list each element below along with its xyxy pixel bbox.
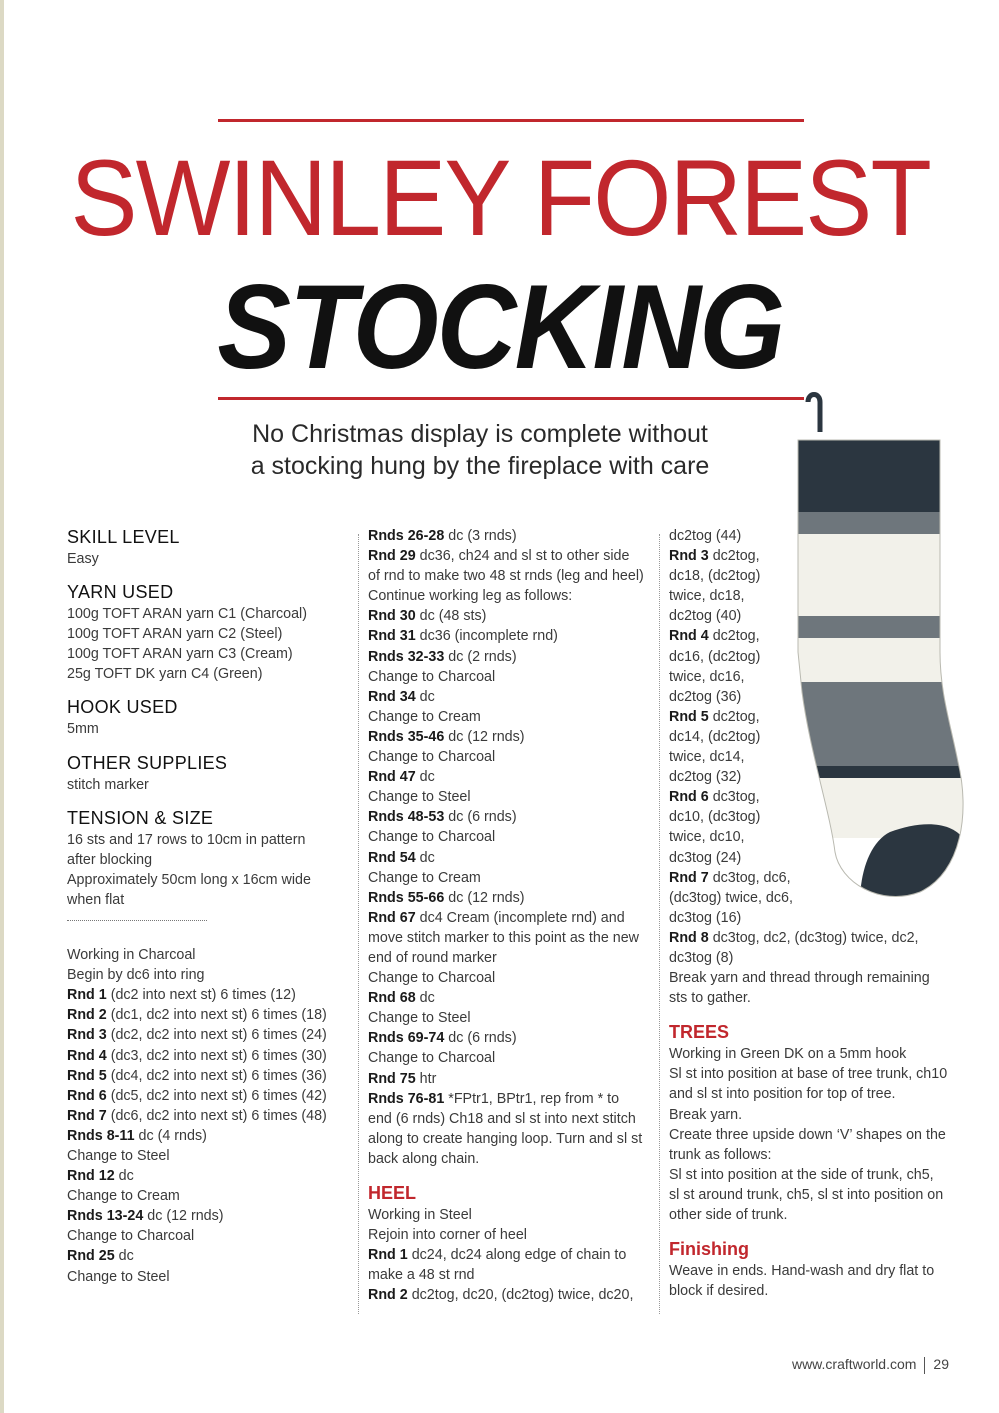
pattern-line [67,1146,352,1166]
pattern-line [669,647,959,667]
round-label: Rnds 55-66 [368,889,445,906]
instruction-text: Change to Cream [368,869,481,886]
pattern-line [368,647,658,667]
round-label: Rnds 32-33 [368,648,445,665]
pattern-line [669,606,959,626]
instruction-text: 100g TOFT ARAN yarn C2 (Steel) [67,626,283,643]
instruction-text: Change to Steel [368,789,471,806]
instruction-text: after blocking [67,851,153,868]
pattern-line [67,1025,352,1045]
pattern-line [368,747,658,767]
instruction-text: dc36 (incomplete rnd) [415,628,558,645]
instruction-text: end of round marker [368,949,497,966]
pattern-line [669,888,959,908]
pattern-line [669,687,959,707]
pattern-line [368,888,658,908]
instruction-text: Change to Charcoal [368,829,496,846]
pattern-line [368,787,658,807]
pattern-line [669,1105,959,1125]
pattern-line [368,908,658,928]
instruction-text: (dc3, dc2 into next st) 6 times (30) [106,1047,327,1064]
instruction-text: Change to Steel [368,1010,471,1027]
instruction-text: Working in Green DK on a 5mm hook [669,1046,907,1063]
pattern-line [669,1185,959,1205]
pattern-line [669,1281,959,1301]
pattern-line [368,626,658,646]
round-label: Rnd 75 [368,1070,416,1087]
instruction-text: dc2tog, [708,708,760,725]
instruction-text: dc (12 rnds) [444,728,525,745]
pattern-line [368,868,658,888]
pattern-line [669,948,959,968]
instruction-text: (dc2 into next st) 6 times (12) [106,987,296,1004]
pattern-line [368,848,658,868]
instruction-text: Working in Charcoal [67,947,196,964]
instruction-text: Working in Steel [368,1207,472,1223]
instruction-text: Change to Steel [67,1147,170,1164]
instruction-text: dc (4 rnds) [134,1127,207,1144]
pattern-line [669,928,959,948]
pattern-line [368,1225,658,1245]
pattern-line [669,988,959,1008]
pattern-line [669,546,959,566]
round-label: Rnd 34 [368,688,416,705]
instruction-text: dc3tog (24) [669,849,742,866]
round-label: Rnd 31 [368,628,416,645]
standfirst-line: No Christmas display is complete without [252,420,708,448]
pattern-line [368,1109,658,1129]
instruction-text: other side of trunk. [669,1207,788,1223]
pattern-line [67,1206,352,1226]
round-label: Rnd 30 [368,608,416,625]
hanging-loop [808,395,820,433]
instruction-text: Change to Charcoal [67,1228,195,1245]
instruction-text: Change to Cream [67,1188,180,1205]
round-label: Rnd 54 [368,849,416,866]
pattern-line [368,807,658,827]
footer-url: www.craftworld.com [791,1356,917,1372]
instruction-text: dc4 Cream (incomplete rnd) and [415,909,625,926]
round-label: Rnds 8-11 [67,1127,135,1144]
instruction-text: dc (2 rnds) [444,648,517,665]
instruction-text: dc3tog, dc6, [708,869,791,886]
round-label: Rnd 47 [368,769,416,786]
pattern-line [368,1008,658,1028]
instruction-text: twice, dc16, [669,668,745,685]
instruction-text: when flat [67,891,125,908]
instruction-text: make a 48 st rnd [368,1267,475,1284]
pattern-line [669,1145,959,1165]
instruction-text: (dc1, dc2 into next st) 6 times (18) [106,1007,327,1024]
column-1 [67,526,352,1287]
pattern-line [67,1086,352,1106]
instruction-text: (dc6, dc2 into next st) 6 times (48) [106,1107,327,1124]
instruction-text: dc2tog (44) [669,528,742,544]
round-label: Rnds 13-24 [67,1208,144,1225]
pattern-line [368,546,658,566]
pattern-line [669,767,959,787]
round-label: Rnd 4 [67,1047,107,1064]
pattern-line [368,767,658,787]
instruction-text: dc [415,769,435,786]
pattern-line [67,719,352,739]
instruction-text: dc (6 rnds) [444,1030,517,1047]
instruction-text: dc3tog, dc2, (dc3tog) twice, dc2, [708,929,919,946]
pattern-line [368,1285,658,1305]
pattern-line [368,1265,658,1285]
instruction-text: dc (12 rnds) [143,1208,224,1225]
pattern-line [67,1246,352,1266]
pattern-line [669,707,959,727]
pattern-line [368,526,658,546]
instruction-text: end (6 rnds) Ch18 and sl st into next stitch [368,1110,636,1127]
section-heading: YARN USED [67,582,174,603]
instruction-text: stitch marker [67,776,149,793]
column-2 [368,526,658,1305]
pattern-line [669,727,959,747]
instruction-text: dc (3 rnds) [444,528,517,544]
instruction-text: 25g TOFT DK yarn C4 (Green) [67,666,263,683]
pattern-line [669,526,959,546]
pattern-line [368,667,658,687]
instruction-text: trunk as follows: [669,1146,772,1163]
instruction-text: (dc2, dc2 into next st) 6 times (24) [106,1027,327,1044]
round-label: Rnd 2 [368,1287,408,1304]
pattern-line [67,664,352,684]
pattern-line [669,667,959,687]
instruction-text: dc [415,990,435,1007]
instruction-text: of rnd to make two 48 st rnds (leg and heel) [368,568,644,585]
pattern-line [67,1166,352,1186]
instruction-text: (dc4, dc2 into next st) 6 times (36) [106,1067,327,1084]
round-label: Rnd 5 [669,708,709,725]
instruction-text: dc [415,849,435,866]
page-edge-strip [0,0,4,1413]
pattern-line [669,1125,959,1145]
instruction-text: dc14, (dc2tog) [669,728,761,745]
instruction-text: twice, dc10, [669,829,745,846]
title-rule-top [218,119,804,122]
pattern-line [368,988,658,1008]
pattern-line [669,586,959,606]
pattern-line [67,985,352,1005]
pattern-line [67,830,352,850]
footer-separator [924,1357,925,1374]
title-line-1: SWINLEY FOREST [70,137,930,258]
round-label: Rnd 7 [67,1107,107,1124]
pattern-line [67,1106,352,1126]
instruction-text: dc36, ch24 and sl st to other side [415,548,630,565]
instruction-text: Easy [67,551,99,567]
page-number: 29 [933,1356,949,1372]
pattern-line [67,1066,352,1086]
pattern-line [67,644,352,664]
instruction-text: sts to gather. [669,990,751,1007]
pattern-line [669,747,959,767]
round-label: Rnd 1 [67,987,107,1004]
pattern-line [669,566,959,586]
instruction-text: 16 sts and 17 rows to 10cm in pattern [67,831,306,848]
pattern-line [368,566,658,586]
round-label: Rnd 1 [368,1247,408,1264]
pattern-line [67,1046,352,1066]
instruction-text: dc [415,688,435,705]
pattern-line [368,1205,658,1225]
instruction-text: Rejoin into corner of heel [368,1227,527,1244]
instruction-text: dc3tog, [708,789,760,806]
instruction-text: Weave in ends. Hand-wash and dry flat to [669,1263,935,1280]
instruction-text: 100g TOFT ARAN yarn C3 (Cream) [67,646,293,663]
standfirst-line: a stocking hung by the fireplace with care [250,452,710,480]
section-separator [67,910,207,921]
round-label: Rnds 48-53 [368,809,445,826]
instruction-text: Change to Steel [67,1268,170,1285]
round-label: Rnd 25 [67,1248,115,1265]
pattern-line [368,1048,658,1068]
instruction-text: dc (6 rnds) [444,809,517,826]
pattern-line [67,1126,352,1146]
pattern-line [669,1165,959,1185]
title-line-2: STOCKING [217,260,784,394]
column-divider [358,534,359,1314]
round-label: Rnd 12 [67,1168,115,1185]
instruction-text: Break yarn and thread through remaining [669,970,930,987]
title-rule-bottom [218,397,804,400]
pattern-line [669,1044,959,1064]
pattern-line [67,945,352,965]
pattern-line [67,775,352,795]
instruction-text: dc10, (dc3tog) [669,809,761,826]
pattern-line [669,626,959,646]
round-label: Rnd 2 [67,1007,107,1024]
round-label: Rnd 3 [669,548,709,565]
pattern-line [669,1064,959,1084]
pattern-line [67,850,352,870]
round-label: Rnd 6 [67,1087,107,1104]
pattern-line [67,870,352,890]
instruction-text: dc3tog (16) [669,909,742,926]
instruction-text: dc24, dc24 along edge of chain to [407,1247,627,1264]
instruction-text: (dc3tog) twice, dc6, [669,889,793,906]
pattern-line [67,1226,352,1246]
pattern-line [67,1005,352,1025]
pattern-line [67,965,352,985]
instruction-text: Sl st into position at base of tree trunk, ch10 [669,1066,948,1083]
pattern-line [368,928,658,948]
instruction-text: 5mm [67,721,99,738]
pattern-line [669,827,959,847]
instruction-text: htr [415,1070,437,1087]
instruction-text: dc2tog, dc20, (dc2tog) twice, dc20, [407,1287,634,1304]
pattern-line [669,848,959,868]
pattern-line [669,787,959,807]
pattern-line [368,1089,658,1109]
round-label: Rnds 26-28 [368,528,445,544]
instruction-text: sl st around trunk, ch5, sl st into position on [669,1186,944,1203]
instruction-text: Create three upside down ‘V’ shapes on the [669,1126,946,1143]
round-label: Rnd 5 [67,1067,107,1084]
pattern-line [368,707,658,727]
instruction-text: dc2tog (32) [669,769,742,786]
section-heading-red: HEEL [368,1183,417,1203]
pattern-line [368,968,658,988]
column-divider [659,534,660,1314]
instruction-text: move stitch marker to this point as the new [368,929,639,946]
instruction-text: dc (48 sts) [415,608,487,625]
instruction-text: Change to Cream [368,708,481,725]
round-label: Rnd 67 [368,909,416,926]
instruction-text: Sl st into position at the side of trunk, ch5, [669,1166,934,1183]
pattern-line [67,624,352,644]
instruction-text: dc (12 rnds) [444,889,525,906]
section-heading: SKILL LEVEL [67,527,180,547]
round-label: Rnd 3 [67,1027,107,1044]
standfirst [180,418,780,482]
pattern-line [669,1084,959,1104]
section-heading-red: Finishing [669,1239,749,1260]
round-label: Rnd 4 [669,628,709,645]
pattern-line [368,727,658,747]
instruction-text: dc3tog (8) [669,949,734,966]
instruction-text: dc [114,1168,134,1185]
pattern-line [368,1245,658,1265]
instruction-text: Approximately 50cm long x 16cm wide [67,871,311,888]
pattern-line [669,1261,959,1281]
instruction-text: Change to Charcoal [368,668,496,685]
instruction-text: back along chain. [368,1150,480,1167]
pattern-line [67,604,352,624]
instruction-text: twice, dc14, [669,749,745,766]
round-label: Rnd 6 [669,789,709,806]
instruction-text: twice, dc18, [669,588,745,605]
pattern-line [368,948,658,968]
instruction-text: Begin by dc6 into ring [67,967,205,984]
pattern-line [368,1129,658,1149]
pattern-line [368,1069,658,1089]
instruction-text: Continue working leg as follows: [368,588,573,605]
pattern-line [669,968,959,988]
instruction-text: Change to Charcoal [368,1050,496,1067]
round-label: Rnd 68 [368,990,416,1007]
page-footer [792,1356,949,1374]
round-label: Rnds 35-46 [368,728,445,745]
pattern-line [669,908,959,928]
instruction-text: 100g TOFT ARAN yarn C1 (Charcoal) [67,606,307,623]
instruction-text: dc2tog, [708,628,760,645]
pattern-line [669,807,959,827]
pattern-line [669,1205,959,1225]
instruction-text: dc16, (dc2tog) [669,648,761,665]
pattern-line [368,606,658,626]
instruction-text: dc18, (dc2tog) [669,568,761,585]
pattern-line [368,827,658,847]
instruction-text: Change to Charcoal [368,749,496,766]
section-heading-red: TREES [669,1022,730,1043]
section-heading: TENSION & SIZE [67,807,214,828]
pattern-line [67,1186,352,1206]
instruction-text: block if desired. [669,1283,769,1300]
pattern-line [67,549,352,569]
section-heading: HOOK USED [67,697,178,718]
round-label: Rnd 8 [669,929,709,946]
column-3 [669,526,959,1301]
pattern-line [368,586,658,606]
instruction-text: Change to Charcoal [368,970,496,987]
pattern-line [368,687,658,707]
instruction-text: (dc5, dc2 into next st) 6 times (42) [106,1087,327,1104]
round-label: Rnds 69-74 [368,1030,445,1047]
instruction-text: dc2tog (36) [669,688,742,705]
pattern-line [368,1028,658,1048]
round-label: Rnd 7 [669,869,709,886]
instruction-text: and sl st into position for top of tree. [669,1086,896,1103]
instruction-text: dc2tog (40) [669,608,742,625]
pattern-line [67,1267,352,1287]
pattern-line [669,868,959,888]
pattern-line [368,1149,658,1169]
section-heading: OTHER SUPPLIES [67,752,228,773]
round-label: Rnds 76-81 [368,1090,445,1107]
round-label: Rnd 29 [368,548,416,565]
instruction-text: dc [114,1248,134,1265]
instruction-text: along to create hanging loop. Turn and sl st [368,1130,643,1147]
pattern-line [67,890,352,910]
instruction-text: Break yarn. [669,1106,743,1123]
instruction-text: *FPtr1, BPtr1, rep from * to [444,1090,620,1107]
instruction-text: dc2tog, [708,548,760,565]
